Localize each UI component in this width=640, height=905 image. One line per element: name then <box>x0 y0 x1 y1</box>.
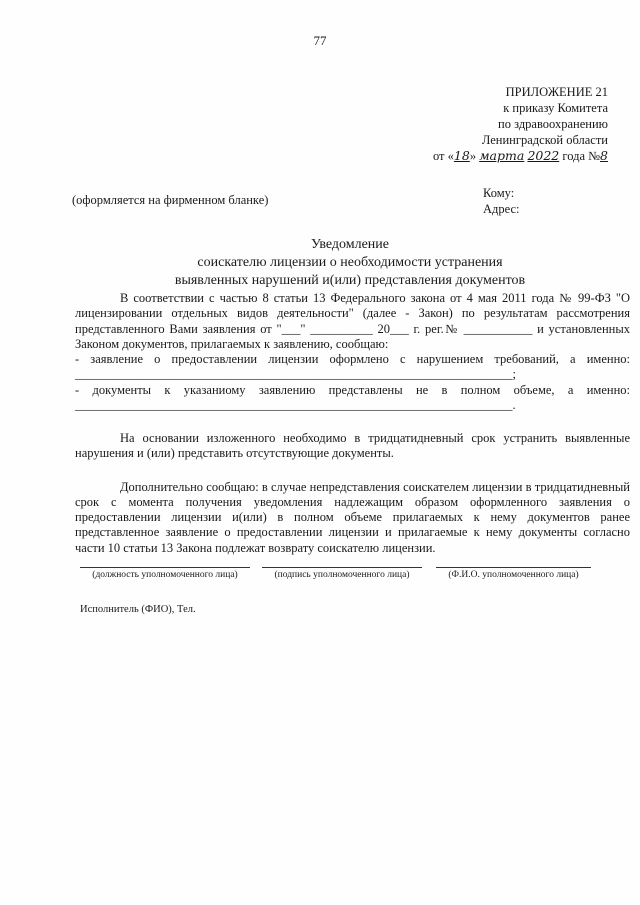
title-line-1: Уведомление <box>310 237 389 252</box>
appendix-title: ПРИЛОЖЕНИЕ 21 <box>505 85 608 99</box>
date-prefix: от « <box>432 149 454 163</box>
signature-name-label: (Ф.И.О. уполномоченного лица) <box>436 567 591 582</box>
letterhead-note: (оформляется на фирменном бланке) <box>72 193 269 207</box>
signature-position-label: (должность уполномоченного лица) <box>80 567 250 582</box>
appendix-line-3: Ленинградской области <box>481 133 608 147</box>
signature-sign-label: (подпись уполномоченного лица) <box>262 567 422 582</box>
document-body <box>75 291 630 556</box>
recipient-block <box>483 185 520 218</box>
appendix-date <box>348 148 608 164</box>
date-year: 2022 <box>527 148 560 163</box>
paragraph-requirement: На основании изложенного необходимо в тридцатидневный срок устранить выявленные нарушения и (или) представить отсутствующие документы. <box>75 431 630 461</box>
title-line-2: соискателю лицензии о необходимости устранения <box>197 255 503 271</box>
signature-position-field <box>80 567 250 582</box>
list-item-missing-documents: - документы к указаниому заявлению представлены не в полном объеме, а именно: ______________________________________________________________________. <box>75 382 630 412</box>
signature-name-field <box>436 567 591 582</box>
appendix-line-1: к приказу Комитета <box>503 101 608 115</box>
signature-sign-field <box>262 567 422 582</box>
recipient-address-label: Адрес: <box>483 202 520 217</box>
date-mid: » <box>469 149 477 163</box>
document-title <box>120 236 580 291</box>
paragraph-intro: В соответствии с частью 8 статьи 13 Федерального закона от 4 мая 2011 года № 99-ФЗ "О лицензировании отдельных видов деятельности" (далее - Закон) по результатам рассмотрения представленного Вами заявления от "___" __________ 20___ г. рег.№ ___________ и установленных Законом документов, прилагаемых к заявлению, сообщаю: <box>75 291 630 351</box>
executor-line: Исполнитель (ФИО), Тел. <box>80 604 196 615</box>
title-line-3: выявленных нарушений и(или) представления документов <box>174 273 526 289</box>
appendix-line-2: по здравоохранению <box>498 117 608 131</box>
recipient-to-label: Кому: <box>483 186 515 200</box>
date-day: 18 <box>453 148 470 163</box>
paragraph-additional: Дополнительно сообщаю: в случае непредставления соискателем лицензии в тридцатидневный срок с момента получения уведомления надлежащим образом оформленного заявления о предоставлении лицензии и(или) в полном объеме прилагаемых к нему документов ранее представленное заявление о предоставлении лицензии и прилагаемые к нему документы согласно части 10 статьи 13 Закона подлежат возврату соискателю лицензии. <box>75 479 630 555</box>
list-item-application-violation: - заявление о предоставлении лицензии оформлено с нарушением требований, а именно: ______________________________________________________________________; <box>75 352 630 382</box>
date-number: 8 <box>600 148 608 163</box>
date-month: марта <box>479 148 525 163</box>
page-number: 77 <box>313 33 327 48</box>
date-suffix: года № <box>562 149 601 163</box>
appendix-header <box>348 84 608 164</box>
